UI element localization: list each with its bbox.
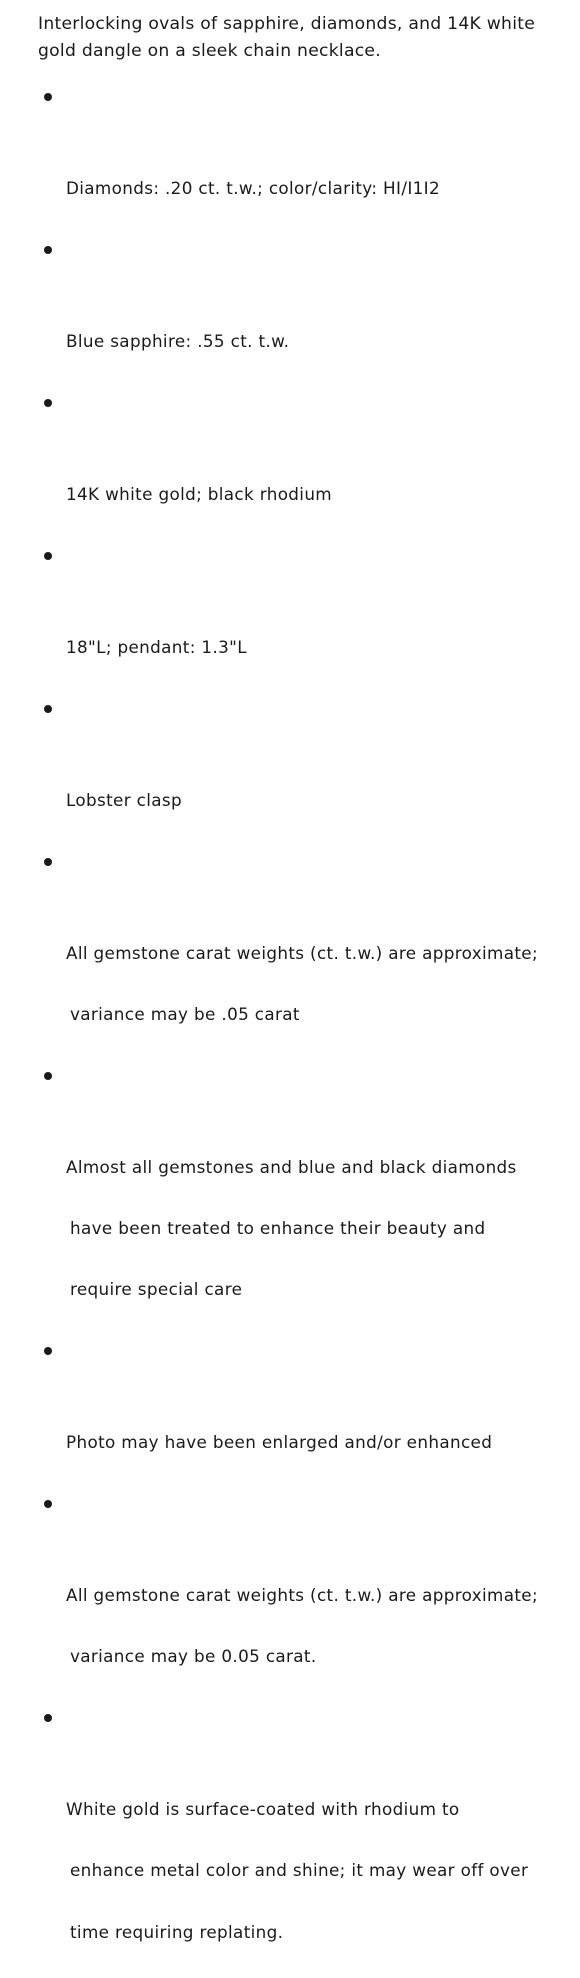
- list-item-line: Blue sapphire: .55 ct. t.w.: [66, 330, 290, 351]
- list-item-line: enhance metal color and shine; it may wear off over: [70, 1860, 529, 1881]
- list-item-text: [66, 142, 440, 234]
- list-item-line: White gold is surface-coated with rhodium to: [66, 1799, 460, 1820]
- list-item-line: 18"L; pendant: 1.3"L: [66, 636, 247, 657]
- list-item: [38, 81, 558, 234]
- list-item: [38, 1335, 558, 1488]
- list-item-line: Diamonds: .20 ct. t.w.; color/clarity: HI/I1I2: [66, 177, 440, 198]
- list-item: [38, 1702, 558, 1977]
- list-item: [38, 693, 558, 846]
- list-item: [38, 1488, 558, 1702]
- list-item-text: [66, 1121, 517, 1335]
- list-item: [38, 540, 558, 693]
- bullet-icon: [44, 246, 52, 254]
- list-item-text: [66, 907, 538, 1060]
- list-item-line: 14K white gold; black rhodium: [66, 483, 333, 504]
- list-item-line: require special care: [70, 1279, 243, 1300]
- list-item-line: have been treated to enhance their beauty and: [70, 1217, 486, 1238]
- bullet-icon: [44, 1072, 52, 1080]
- list-item-text: [66, 448, 332, 540]
- bullet-icon: [44, 552, 52, 560]
- list-item-line: time requiring replating.: [70, 1921, 284, 1942]
- list-item-line: Almost all gemstones and blue and black diamonds: [66, 1156, 517, 1177]
- list-item: [38, 387, 558, 540]
- bullet-icon: [44, 1714, 52, 1722]
- bullet-icon: [44, 858, 52, 866]
- list-item: [38, 846, 558, 1060]
- list-item: [38, 1060, 558, 1335]
- list-item-line: All gemstone carat weights (ct. t.w.) are approximate;: [66, 1585, 538, 1606]
- intro-paragraph: Interlocking ovals of sapphire, diamonds, and 14K white gold dangle on a sleek chain necklace.: [38, 14, 536, 61]
- list-item-line: variance may be .05 carat: [70, 1003, 300, 1024]
- list-item: [38, 234, 558, 387]
- bullet-icon: [44, 93, 52, 101]
- list-item-line: All gemstone carat weights (ct. t.w.) are approximate;: [66, 942, 538, 963]
- bullet-icon: [44, 399, 52, 407]
- list-item-line: Lobster clasp: [66, 789, 182, 810]
- list-item-text: [66, 1764, 528, 1978]
- list-item-text: [66, 1397, 492, 1489]
- bullet-icon: [44, 1347, 52, 1355]
- feature-list: [38, 81, 558, 1978]
- list-item-line: variance may be 0.05 carat.: [70, 1646, 317, 1667]
- list-item-text: [66, 1550, 538, 1703]
- bullet-icon: [44, 705, 52, 713]
- list-item-text: [66, 601, 247, 693]
- list-item-text: [66, 754, 182, 846]
- bullet-icon: [44, 1500, 52, 1508]
- list-item-line: Photo may have been enlarged and/or enhanced: [66, 1432, 493, 1453]
- list-item-text: [66, 295, 289, 387]
